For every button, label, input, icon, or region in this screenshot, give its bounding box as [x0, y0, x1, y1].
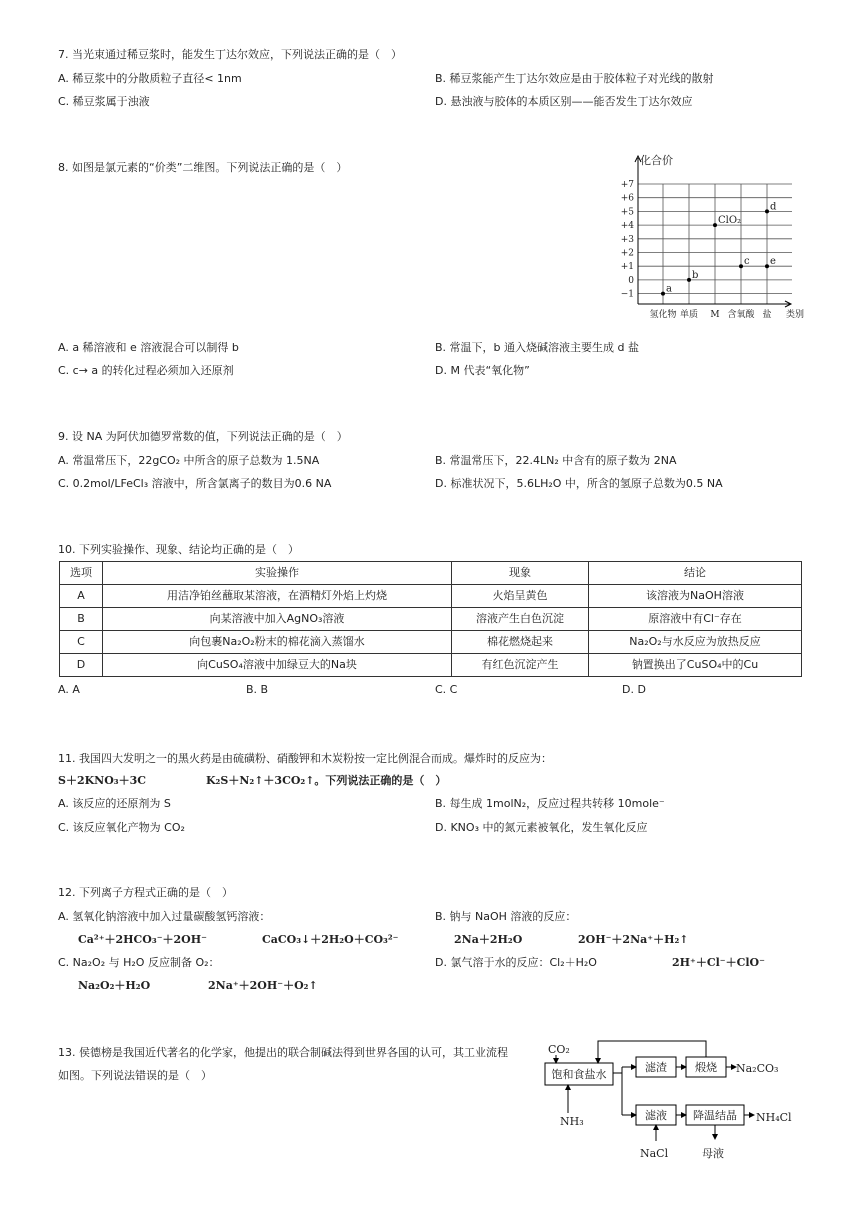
- valence-class-chart: [610, 152, 810, 324]
- nh3-label: NH₃: [560, 1115, 584, 1128]
- chart-ytick-label: +3: [620, 234, 634, 245]
- co2-label: CO₂: [548, 1043, 570, 1056]
- chart-point: [765, 264, 769, 268]
- table-header-row: [60, 562, 802, 585]
- table-cell: C: [60, 631, 103, 654]
- chart-xtick-label: 氢化物: [649, 310, 677, 320]
- chart-ytick-label: +5: [620, 207, 634, 218]
- q7-option-d[interactable]: D. 悬浊液与胶体的本质区别——能否发生丁达尔效应: [435, 95, 693, 108]
- table-header: 结论: [589, 562, 802, 585]
- q8-option-b[interactable]: B. 常温下，b 通入烧碱溶液主要生成 d 盐: [435, 341, 639, 354]
- q9-option-a[interactable]: A. 常温常压下，22gCO₂ 中所含的原子总数为 1.5NA: [58, 454, 320, 467]
- experiment-table: [59, 561, 802, 677]
- q8-option-a[interactable]: A. a 稀溶液和 e 溶液混合可以制得 b: [58, 341, 239, 354]
- chart-ylabel: 化合价: [640, 154, 673, 167]
- table-cell: 原溶液中有Cl⁻存在: [589, 608, 802, 631]
- q12-b-equation-left: 2Na＋2H₂O: [454, 933, 523, 946]
- table-cell: 有红色沉淀产生: [452, 654, 589, 677]
- table-cell: 火焰呈黄色: [452, 585, 589, 608]
- q8-stem: 8. 如图是氯元素的“价类”二维图。下列说法正确的是（ ）: [58, 161, 348, 174]
- q11-option-a[interactable]: A. 该反应的还原剂为 S: [58, 797, 171, 810]
- q12-c-equation-right: 2Na⁺＋2OH⁻＋O₂↑: [208, 979, 318, 992]
- q12-option-d[interactable]: D. 氯气溶于水的反应：Cl₂＋H₂O: [435, 956, 597, 969]
- table-cell: 向某溶液中加入AgNO₃溶液: [103, 608, 452, 631]
- table-cell: 该溶液为NaOH溶液: [589, 585, 802, 608]
- q10-option-b[interactable]: B. B: [246, 683, 269, 696]
- q12-option-a[interactable]: A. 氢氧化钠溶液中加入过量碳酸氢钙溶液：: [58, 910, 271, 923]
- chart-point: [661, 292, 665, 296]
- chart-point-label: e: [770, 256, 776, 268]
- q7-option-c[interactable]: C. 稀豆浆属于浊液: [58, 95, 150, 108]
- chart-ytick-label: +7: [620, 180, 634, 190]
- q12-stem: 12. 下列离子方程式正确的是（ ）: [58, 886, 233, 899]
- q10-option-a[interactable]: A. A: [58, 683, 80, 696]
- cooling-crystallization-box: 降温结晶: [693, 1109, 737, 1122]
- chart-point: [713, 223, 717, 227]
- chart-point: [765, 209, 769, 213]
- na2co3-label: Na₂CO₃: [736, 1062, 779, 1075]
- table-cell: A: [60, 585, 103, 608]
- chart-ytick-label: +2: [620, 248, 634, 259]
- mother-liquor-label: 母液: [702, 1147, 724, 1160]
- chart-ytick-label: +6: [620, 193, 634, 204]
- q11-option-d[interactable]: D. KNO₃ 中的氮元素被氧化，发生氧化反应: [435, 821, 648, 834]
- table-row: [60, 654, 802, 677]
- q12-option-b[interactable]: B. 钠与 NaOH 溶液的反应：: [435, 910, 577, 923]
- nh4cl-label: NH₄Cl: [756, 1111, 792, 1124]
- q12-a-equation-left: Ca²⁺＋2HCO₃⁻＋2OH⁻: [78, 933, 207, 946]
- q12-a-equation-right: CaCO₃↓＋2H₂O＋CO₃²⁻: [262, 933, 399, 946]
- chart-xtick-label: 单质: [679, 310, 699, 320]
- q13-stem-line2: 如图。下列说法错误的是（ ）: [58, 1069, 212, 1082]
- q11-option-c[interactable]: C. 该反应氧化产物为 CO₂: [58, 821, 185, 834]
- chart-xtick-label: 含氧酸: [727, 310, 755, 320]
- q13-stem-line1: 13. 侯德榜是我国近代著名的化学家，他提出的联合制碱法得到世界各国的认可，其工业流程: [58, 1046, 508, 1059]
- table-cell: D: [60, 654, 103, 677]
- chart-ytick-label: 0: [628, 275, 634, 286]
- chart-point-label: c: [744, 256, 750, 268]
- chart-point: [687, 278, 691, 282]
- table-cell: 溶液产生白色沉淀: [452, 608, 589, 631]
- q9-option-d[interactable]: D. 标准状况下，5.6LH₂O 中，所含的氢原子总数为0.5 NA: [435, 477, 723, 490]
- table-cell: B: [60, 608, 103, 631]
- chart-xtick-label: M: [710, 310, 720, 320]
- chart-ytick-label: +1: [620, 262, 634, 273]
- saturated-brine-box: 饱和食盐水: [551, 1068, 607, 1081]
- calcine-box: 煅烧: [695, 1061, 717, 1074]
- q8-option-d[interactable]: D. M 代表“氧化物”: [435, 364, 530, 377]
- soda-process-flowchart: [538, 1035, 798, 1165]
- q12-c-equation-left: Na₂O₂＋H₂O: [78, 979, 151, 992]
- table-header: 现象: [452, 562, 589, 585]
- table-header: 选项: [60, 562, 103, 585]
- table-cell: 钠置换出了CuSO₄中的Cu: [589, 654, 802, 677]
- chart-point: [739, 264, 743, 268]
- table-header: 实验操作: [103, 562, 452, 585]
- chart-point-label: b: [692, 269, 699, 281]
- table-cell: 用洁净铂丝蘸取某溶液，在酒精灯外焰上灼烧: [103, 585, 452, 608]
- table-row: [60, 585, 802, 608]
- chart-point-label: a: [666, 283, 672, 295]
- q12-b-equation-right: 2OH⁻＋2Na⁺＋H₂↑: [578, 933, 689, 946]
- q11-option-b[interactable]: B. 每生成 1molN₂，反应过程共转移 10mole⁻: [435, 797, 665, 810]
- q10-option-c[interactable]: C. C: [435, 683, 458, 696]
- q9-option-b[interactable]: B. 常温常压下，22.4LN₂ 中含有的原子数为 2NA: [435, 454, 677, 467]
- q11-equation-left: S＋2KNO₃＋3C: [58, 774, 147, 787]
- chart-point-label: d: [770, 201, 777, 213]
- q12-option-c[interactable]: C. Na₂O₂ 与 H₂O 反应制备 O₂：: [58, 956, 220, 969]
- table-cell: 向包裹Na₂O₂粉末的棉花滴入蒸馏水: [103, 631, 452, 654]
- q9-stem: 9. 设 NA 为阿伏加德罗常数的值，下列说法正确的是（ ）: [58, 430, 348, 443]
- q10-option-d[interactable]: D. D: [622, 683, 646, 696]
- chart-ytick-label: −1: [620, 289, 634, 300]
- q11-stem: 11. 我国四大发明之一的黑火药是由硫磺粉、硝酸钾和木炭粉按一定比例混合而成。爆炸时的反应为：: [58, 752, 552, 765]
- table-row: [60, 608, 802, 631]
- filtrate-box: 滤液: [645, 1109, 667, 1122]
- chart-point-label: ClO₂: [718, 215, 742, 227]
- q8-option-c[interactable]: C. c→ a 的转化过程必须加入还原剂: [58, 364, 234, 377]
- chart-ytick-label: +4: [620, 221, 634, 232]
- chart-xtick-label: 盐: [762, 310, 772, 320]
- nacl-label: NaCl: [640, 1147, 669, 1160]
- q7-option-b[interactable]: B. 稀豆浆能产生丁达尔效应是由于胶体粒子对光线的散射: [435, 72, 714, 85]
- q9-option-c[interactable]: C. 0.2mol/LFeCl₃ 溶液中，所含氯离子的数目为0.6 NA: [58, 477, 332, 490]
- chart-xlabel: 类别: [786, 310, 805, 320]
- table-cell: 向CuSO₄溶液中加绿豆大的Na块: [103, 654, 452, 677]
- table-cell: 棉花燃烧起来: [452, 631, 589, 654]
- q12-d-equation-right: 2H⁺＋Cl⁻＋ClO⁻: [672, 956, 765, 969]
- table-cell: Na₂O₂与水反应为放热反应: [589, 631, 802, 654]
- q10-stem: 10. 下列实验操作、现象、结论均正确的是（ ）: [58, 543, 299, 556]
- table-row: [60, 631, 802, 654]
- residue-box: 滤渣: [645, 1061, 667, 1074]
- q7-option-a[interactable]: A. 稀豆浆中的分散质粒子直径< 1nm: [58, 72, 242, 85]
- q11-equation-right: K₂S＋N₂↑＋3CO₂↑。下列说法正确的是（ ）: [206, 774, 447, 787]
- q7-stem: 7. 当光束通过稀豆浆时，能发生丁达尔效应，下列说法正确的是（ ）: [58, 48, 402, 61]
